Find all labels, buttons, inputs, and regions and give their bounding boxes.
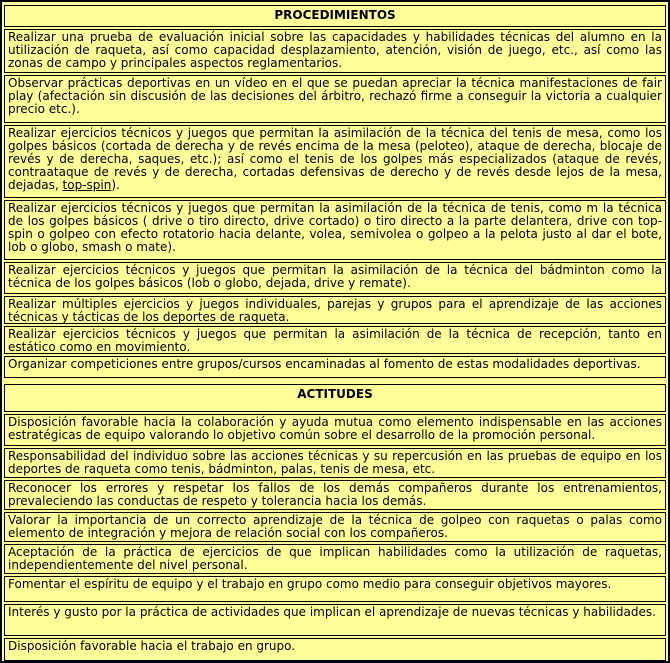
actitud-item: Reconocer los errores y respetar los fallos de los demás compañeros durante los entrenamientos, prevaleciendo las conductas de respeto y tolerancia hacia los demás. <box>4 480 666 510</box>
procedimiento-item: Observar prácticas deportivas en un vídeo en el que se puedan apreciar la técnica manifestaciones de fair play (afectación sin discusión de las decisiones del árbitro, rechazó firme a conseguir la victoria a cualquier precio etc.). <box>4 75 666 123</box>
procedimiento-item <box>4 125 666 198</box>
actitud-item: Responsabilidad del individuo sobre las acciones técnicas y su repercusión en las pruebas de equipo en los deportes de raqueta como tenis, bádminton, palas, tenis de mesa, etc. <box>4 448 666 478</box>
procedimiento-item: Realizar ejercicios técnicos y juegos que permitan la asimilación de la técnica del bádminton como la técnica de los golpes básicos (lob o globo, dejada, drive y remate). <box>4 262 666 294</box>
actitud-item: Fomentar el espíritu de equipo y el trabajo en grupo como medio para conseguir objetivos mayores. <box>4 576 666 602</box>
procedimiento-item: Organizar competiciones entre grupos/cursos encaminadas al fomento de estas modalidades deportivas. <box>4 356 666 378</box>
actitud-item: Interés y gusto por la práctica de actividades que implican el aprendizaje de nuevas técnicas y habilidades. <box>4 604 666 636</box>
procedimientos-header: PROCEDIMIENTOS <box>4 5 666 27</box>
actitudes-header: ACTITUDES <box>4 384 666 412</box>
top-spin-underlined: top-spin <box>62 178 112 192</box>
procedimiento-item: Realizar múltiples ejercicios y juegos individuales, parejas y grupos para el aprendizaje de las acciones técnicas y tácticas de los deportes de raqueta. <box>4 296 666 324</box>
procedimiento-item: Realizar una prueba de evaluación inicial sobre las capacidades y habilidades técnicas del alumno en la utilización de raqueta, así como capacidad desplazamiento, atención, visión de juego, etc., así como las zonas de campo y principales aspectos reglamentarios. <box>4 29 666 73</box>
actitud-item: Valorar la importancia de un correcto aprendizaje de la técnica de golpeo con raquetas o palas como elemento de integración y mejora de relación social con los compañeros. <box>4 512 666 542</box>
actitud-item: Aceptación de la práctica de ejercicios de que implican habilidades como la utilización de raquetas, independientemente del nivel personal. <box>4 544 666 574</box>
actitud-item: Disposición favorable hacia la colaboración y ayuda mutua como elemento indispensable en las acciones estratégicas de equipo valorando lo objetivo común sobre el desarrollo de la promoción personal. <box>4 414 666 446</box>
actitud-item: Disposición favorable hacia el trabajo en grupo. <box>4 638 666 661</box>
procedimiento-item-end: ). <box>111 178 120 192</box>
procedimiento-item-text: Realizar ejercicios técnicos y juegos que permitan la asimilación de la técnica del tenis de mesa, como los golpes básicos (cortada de derecha y de revés encima de la mesa (peloteo), ataque de derecha, blocaje de revés y de derecha, saques, etc.); así como el tenis de los golpes más especializados (ataque de revés, contraataque de revés y de derecha, cortadas defensivas de derecho y de revés desde lejos de la mesa, dejadas, <box>8 126 662 192</box>
procedimiento-item: Realizar ejercicios técnicos y juegos que permitan la asimilación de la técnica de recepción, tanto en estático como en movimiento. <box>4 326 666 354</box>
procedimiento-item: Realizar ejercicios técnicos y juegos que permitan la asimilación de la técnica de tenis, como m la técnica de los golpes básicos ( drive o tiro directo, drive cortado) o tiro directo a la parte delantera, drive con top-spin o golpeo con efecto rotatorio hacia delante, volea, semivolea o golpeo a la pelota justo al dar el bote, lob o globo, smash o mate). <box>4 200 666 260</box>
